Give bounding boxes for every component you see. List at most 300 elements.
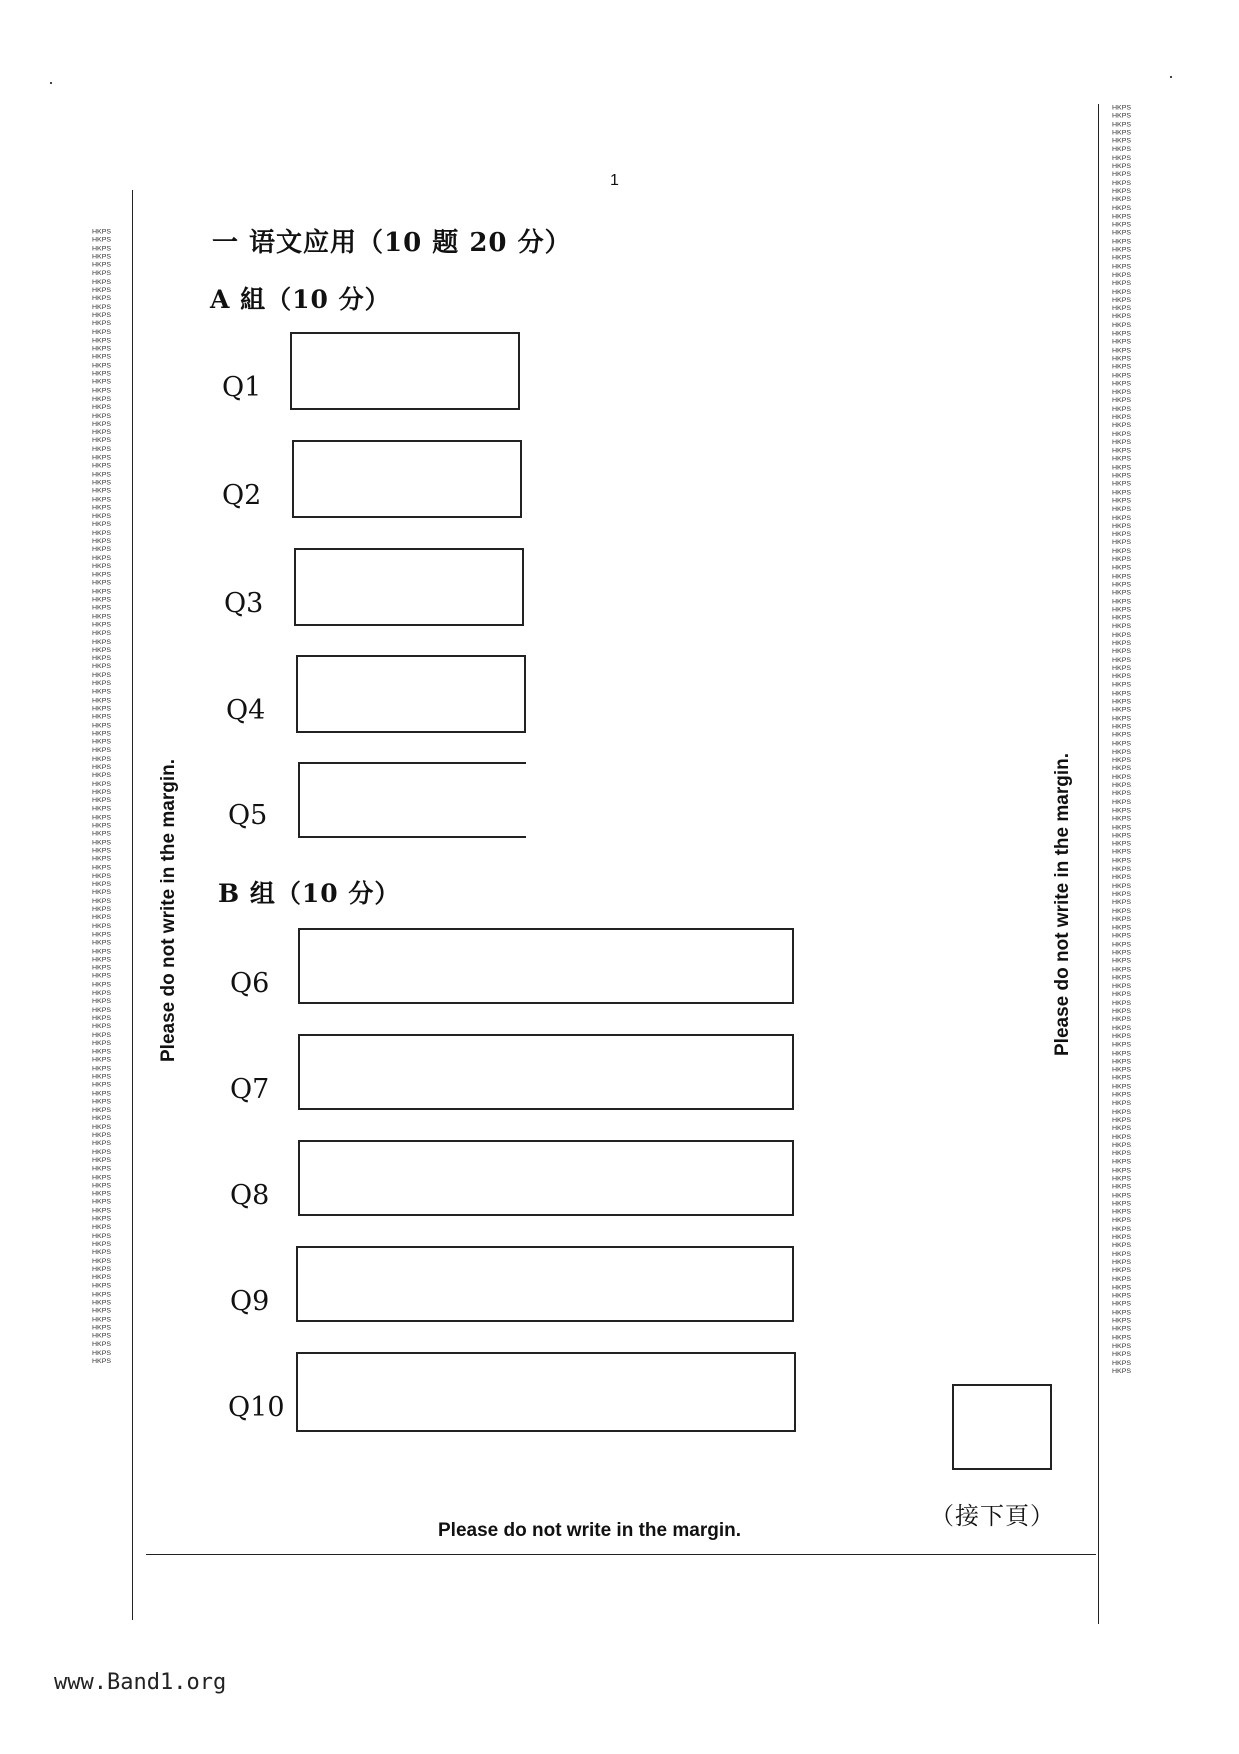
margin-code: HKPS (92, 362, 112, 370)
answer-box-q1[interactable] (290, 332, 520, 410)
margin-code: HKPS (92, 772, 112, 780)
margin-code: HKPS (92, 1124, 112, 1131)
margin-code: HKPS (1112, 230, 1132, 237)
margin-code: HKPS (1112, 648, 1132, 656)
margin-code: HKPS (1112, 1368, 1132, 1375)
margin-code: HKPS (92, 488, 112, 495)
margin-code: HKPS (1112, 606, 1132, 614)
margin-code: HKPS (1112, 782, 1132, 789)
margin-code: HKPS (92, 1325, 112, 1332)
question-label: Q8 (230, 1180, 270, 1211)
margin-code: HKPS (92, 1099, 112, 1106)
margin-code: HKPS (1112, 138, 1132, 145)
margin-code: HKPS (1112, 1159, 1132, 1166)
margin-code: HKPS (92, 320, 112, 328)
margin-code: HKPS (92, 463, 112, 470)
left-margin-line (132, 190, 133, 1620)
answer-box-q3[interactable] (294, 548, 524, 626)
margin-code: HKPS (92, 990, 112, 997)
margin-code: HKPS (1112, 514, 1132, 522)
margin-code: HKPS (1112, 824, 1132, 831)
margin-code: HKPS (92, 940, 112, 947)
margin-code: HKPS (1112, 707, 1132, 714)
margin-code: HKPS (1112, 1058, 1132, 1066)
margin-code: HKPS (92, 1199, 112, 1206)
margin-code: HKPS (92, 747, 112, 754)
margin-code: HKPS (1112, 1192, 1132, 1199)
margin-code: HKPS (92, 839, 112, 847)
margin-code: HKPS (1112, 565, 1132, 572)
margin-code: HKPS (92, 856, 112, 863)
margin-code: HKPS (92, 446, 112, 453)
margin-code: HKPS (1112, 924, 1132, 932)
margin-code: HKPS (1112, 1343, 1132, 1350)
margin-code: HKPS (92, 563, 112, 570)
margin-code: HKPS (92, 254, 112, 261)
margin-code: HKPS (92, 915, 112, 922)
margin-code: HKPS (1112, 1108, 1132, 1116)
margin-code: HKPS (1112, 1226, 1132, 1233)
margin-code: HKPS (92, 329, 112, 336)
margin-code: HKPS (92, 1174, 112, 1181)
margin-code: HKPS (92, 479, 112, 487)
margin-code: HKPS (1112, 523, 1132, 530)
margin-code: HKPS (1112, 849, 1132, 856)
margin-code: HKPS (1112, 690, 1132, 697)
scan-speck (50, 82, 52, 84)
margin-code: HKPS (92, 371, 112, 378)
margin-code: HKPS (1112, 632, 1132, 639)
answer-box-q2[interactable] (292, 440, 522, 518)
margin-code: HKPS (1112, 874, 1132, 881)
margin-code: HKPS (92, 655, 112, 662)
margin-code: HKPS (1112, 272, 1132, 279)
answer-box-q5[interactable] (298, 762, 526, 838)
margin-code: HKPS (1112, 841, 1132, 848)
margin-code: HKPS (1112, 1125, 1132, 1132)
margin-code: HKPS (1112, 715, 1132, 723)
margin-code: HKPS (92, 1316, 112, 1323)
margin-code: HKPS (92, 881, 112, 888)
margin-code: HKPS (1112, 1284, 1132, 1291)
margin-code: HKPS (92, 789, 112, 796)
margin-code: HKPS (92, 245, 112, 252)
margin-code: HKPS (92, 714, 112, 721)
margin-code: HKPS (1112, 247, 1132, 254)
margin-notice-bottom: Please do not write in the margin. (438, 1520, 741, 1541)
answer-box-q10[interactable] (296, 1352, 796, 1432)
margin-code: HKPS (1112, 556, 1132, 564)
margin-code: HKPS (1112, 640, 1132, 647)
margin-code: HKPS (1112, 1050, 1132, 1057)
margin-code: HKPS (1112, 975, 1132, 982)
margin-code: HKPS (92, 270, 112, 278)
margin-code: HKPS (1112, 498, 1132, 505)
answer-box-q6[interactable] (298, 928, 794, 1004)
margin-code: HKPS (92, 228, 112, 236)
margin-code: HKPS (1112, 481, 1132, 488)
margin-code: HKPS (92, 505, 112, 512)
margin-code: HKPS (92, 1291, 112, 1298)
margin-code: HKPS (1112, 146, 1132, 154)
margin-code: HKPS (1112, 1016, 1132, 1024)
margin-code: HKPS (1112, 682, 1132, 689)
margin-code: HKPS (92, 948, 112, 955)
margin-code: HKPS (92, 1048, 112, 1056)
margin-code: HKPS (92, 739, 112, 746)
margin-code: HKPS (1112, 297, 1132, 304)
question-label: Q5 (228, 800, 268, 831)
margin-code: HKPS (92, 379, 112, 386)
margin-code: HKPS (92, 622, 112, 629)
margin-code: HKPS (1112, 1259, 1132, 1266)
margin-code: HKPS (1112, 414, 1132, 421)
margin-code: HKPS (92, 580, 112, 587)
margin-code: HKPS (92, 521, 112, 529)
margin-code: HKPS (1112, 389, 1132, 396)
margin-code: HKPS (1112, 665, 1132, 672)
margin-code: HKPS (1112, 163, 1132, 170)
margin-notice-right: Please do not write in the margin. (1052, 753, 1073, 1056)
question-label: Q6 (230, 968, 270, 999)
margin-code: HKPS (1112, 1075, 1132, 1082)
margin-code: HKPS (1112, 749, 1132, 756)
margin-code: HKPS (1112, 1301, 1132, 1308)
answer-box-q9[interactable] (296, 1246, 794, 1322)
margin-code: HKPS (92, 864, 112, 872)
margin-code: HKPS (92, 1258, 112, 1265)
left-margin-strip (92, 228, 111, 1366)
margin-code: HKPS (1112, 431, 1132, 438)
margin-code: HKPS (92, 998, 112, 1005)
margin-code: HKPS (1112, 188, 1132, 195)
margin-code: HKPS (92, 906, 112, 913)
margin-code: HKPS (92, 1015, 112, 1022)
margin-code: HKPS (92, 1115, 112, 1123)
question-label: Q7 (230, 1074, 270, 1105)
margin-code: HKPS (92, 1157, 112, 1164)
margin-code: HKPS (1112, 464, 1132, 471)
margin-code: HKPS (92, 1207, 112, 1215)
section-title: 一 语文应用（10 题 20 分） (212, 228, 572, 258)
margin-code: HKPS (1112, 1359, 1132, 1367)
margin-code: HKPS (92, 387, 112, 395)
margin-code: HKPS (1112, 113, 1132, 120)
margin-code: HKPS (92, 312, 112, 319)
footer-url: www.Band1.org (54, 1670, 227, 1695)
margin-code: HKPS (92, 346, 112, 353)
margin-code: HKPS (92, 1140, 112, 1148)
margin-code: HKPS (1112, 1326, 1132, 1333)
margin-code: HKPS (92, 630, 112, 637)
margin-code: HKPS (1112, 573, 1132, 580)
margin-code: HKPS (1112, 1117, 1132, 1124)
margin-code: HKPS (92, 1224, 112, 1231)
margin-code: HKPS (1112, 1008, 1132, 1015)
margin-code: HKPS (1112, 581, 1132, 589)
margin-code: HKPS (1112, 314, 1132, 321)
margin-code: HKPS (1112, 1025, 1132, 1032)
margin-code: HKPS (1112, 456, 1132, 463)
margin-code: HKPS (1112, 238, 1132, 246)
margin-code: HKPS (92, 404, 112, 411)
margin-code: HKPS (92, 1333, 112, 1340)
margin-code: HKPS (92, 496, 112, 503)
margin-code: HKPS (1112, 774, 1132, 781)
margin-code: HKPS (1112, 891, 1132, 898)
margin-code: HKPS (92, 697, 112, 704)
margin-code: HKPS (1112, 422, 1132, 430)
margin-code: HKPS (1112, 439, 1132, 446)
margin-code: HKPS (1112, 489, 1132, 497)
margin-code: HKPS (92, 1283, 112, 1290)
margin-code: HKPS (1112, 983, 1132, 990)
margin-code: HKPS (1112, 1251, 1132, 1258)
margin-code: HKPS (1112, 816, 1132, 823)
margin-notice-left: Please do not write in the margin. (158, 759, 179, 1062)
question-label: Q1 (222, 372, 262, 403)
margin-code: HKPS (92, 981, 112, 989)
margin-code: HKPS (1112, 1042, 1132, 1049)
margin-code: HKPS (1112, 406, 1132, 413)
margin-code: HKPS (92, 538, 112, 545)
margin-code: HKPS (92, 1023, 112, 1031)
margin-code: HKPS (1112, 673, 1132, 681)
margin-code: HKPS (1112, 1276, 1132, 1283)
answer-box-q4[interactable] (296, 655, 526, 733)
margin-code: HKPS (92, 680, 112, 688)
margin-code: HKPS (92, 1182, 112, 1190)
margin-code: HKPS (1112, 1175, 1132, 1183)
margin-code: HKPS (92, 797, 112, 805)
question-label: Q2 (222, 480, 262, 511)
margin-code: HKPS (1112, 698, 1132, 706)
margin-code: HKPS (92, 722, 112, 729)
margin-code: HKPS (1112, 196, 1132, 204)
margin-code: HKPS (92, 1149, 112, 1156)
margin-code: HKPS (92, 295, 112, 303)
margin-code: HKPS (1112, 866, 1132, 873)
margin-code: HKPS (92, 1166, 112, 1173)
page-number: 1 (610, 172, 619, 189)
margin-code: HKPS (1112, 757, 1132, 764)
margin-code: HKPS (92, 454, 112, 462)
margin-code: HKPS (92, 889, 112, 897)
margin-code: HKPS (92, 931, 112, 939)
margin-code: HKPS (1112, 305, 1132, 313)
margin-code: HKPS (92, 588, 112, 595)
group-b-title: B 组（10 分） (218, 879, 401, 908)
margin-code: HKPS (1112, 908, 1132, 915)
answer-box-q8[interactable] (298, 1140, 794, 1216)
margin-code: HKPS (92, 262, 112, 269)
margin-code: HKPS (92, 1232, 112, 1240)
margin-code: HKPS (92, 1299, 112, 1307)
margin-code: HKPS (92, 354, 112, 361)
margin-code: HKPS (1112, 1234, 1132, 1241)
margin-code: HKPS (92, 513, 112, 520)
margin-code: HKPS (1112, 966, 1132, 974)
margin-code: HKPS (1112, 539, 1132, 547)
margin-code: HKPS (92, 689, 112, 696)
margin-code: HKPS (92, 1274, 112, 1282)
margin-code: HKPS (1112, 104, 1132, 112)
margin-code: HKPS (92, 781, 112, 788)
margin-code: HKPS (1112, 958, 1132, 965)
margin-code: HKPS (1112, 1184, 1132, 1191)
margin-code: HKPS (1112, 1150, 1132, 1158)
margin-code: HKPS (1112, 590, 1132, 597)
margin-code: HKPS (1112, 213, 1132, 220)
margin-code: HKPS (1112, 205, 1132, 212)
margin-code: HKPS (92, 1032, 112, 1039)
margin-code: HKPS (1112, 364, 1132, 371)
margin-code: HKPS (1112, 1267, 1132, 1275)
margin-code: HKPS (92, 237, 112, 244)
margin-code: HKPS (92, 848, 112, 855)
margin-code: HKPS (1112, 832, 1132, 840)
margin-code: HKPS (92, 1350, 112, 1357)
margin-code: HKPS (1112, 155, 1132, 162)
margin-code: HKPS (92, 638, 112, 646)
margin-code: HKPS (1112, 381, 1132, 388)
margin-code: HKPS (1112, 255, 1132, 262)
margin-code: HKPS (92, 412, 112, 420)
margin-code: HKPS (92, 287, 112, 294)
margin-code: HKPS (92, 672, 112, 679)
margin-code: HKPS (92, 1358, 112, 1365)
margin-code: HKPS (92, 304, 112, 311)
question-label: Q9 (230, 1286, 270, 1317)
scan-speck (1170, 76, 1172, 78)
margin-code: HKPS (1112, 1201, 1132, 1208)
margin-code: HKPS (92, 1341, 112, 1349)
margin-code: HKPS (1112, 1351, 1132, 1358)
margin-code: HKPS (92, 1132, 112, 1139)
margin-code: HKPS (92, 605, 112, 612)
margin-code: HKPS (1112, 791, 1132, 798)
margin-code: HKPS (1112, 933, 1132, 940)
margin-code: HKPS (92, 956, 112, 964)
margin-code: HKPS (92, 1249, 112, 1256)
margin-code: HKPS (1112, 447, 1132, 455)
margin-code: HKPS (1112, 623, 1132, 630)
margin-code: HKPS (1112, 180, 1132, 187)
margin-code: HKPS (92, 806, 112, 813)
question-label: Q3 (224, 588, 264, 619)
margin-code: HKPS (1112, 916, 1132, 923)
margin-code: HKPS (1112, 1242, 1132, 1250)
margin-code: HKPS (1112, 397, 1132, 405)
margin-code: HKPS (1112, 130, 1132, 137)
margin-code: HKPS (92, 1241, 112, 1248)
margin-code: HKPS (92, 429, 112, 437)
margin-code: HKPS (92, 1082, 112, 1089)
margin-code: HKPS (1112, 657, 1132, 664)
margin-code: HKPS (1112, 506, 1132, 513)
margin-code: HKPS (1112, 171, 1132, 179)
margin-code: HKPS (1112, 883, 1132, 890)
margin-code: HKPS (1112, 355, 1132, 363)
margin-code: HKPS (1112, 1309, 1132, 1317)
margin-code: HKPS (92, 822, 112, 830)
margin-code: HKPS (92, 421, 112, 428)
margin-code: HKPS (92, 965, 112, 972)
margin-code: HKPS (1112, 372, 1132, 379)
right-margin-line (1098, 104, 1099, 1624)
margin-code: HKPS (1112, 1033, 1132, 1040)
answer-box-q7[interactable] (298, 1034, 794, 1110)
margin-code: HKPS (1112, 1000, 1132, 1007)
margin-code: HKPS (1112, 598, 1132, 605)
margin-code: HKPS (1112, 1092, 1132, 1099)
margin-code: HKPS (92, 571, 112, 579)
margin-code: HKPS (1112, 548, 1132, 555)
continue-next-page-label: （接下頁） (930, 1502, 1055, 1530)
margin-code: HKPS (1112, 121, 1132, 128)
margin-code: HKPS (1112, 222, 1132, 229)
margin-code: HKPS (92, 764, 112, 771)
score-box[interactable] (952, 1384, 1052, 1470)
margin-code: HKPS (92, 814, 112, 821)
margin-code: HKPS (1112, 740, 1132, 748)
margin-code: HKPS (92, 279, 112, 286)
margin-code: HKPS (1112, 732, 1132, 739)
margin-code: HKPS (92, 471, 112, 478)
margin-code: HKPS (1112, 807, 1132, 815)
margin-code: HKPS (1112, 322, 1132, 329)
margin-code: HKPS (92, 1308, 112, 1315)
margin-code: HKPS (1112, 280, 1132, 287)
margin-code: HKPS (92, 1266, 112, 1273)
margin-code: HKPS (92, 1007, 112, 1014)
margin-code: HKPS (1112, 347, 1132, 354)
margin-code: HKPS (1112, 1334, 1132, 1342)
margin-code: HKPS (92, 1073, 112, 1081)
margin-code: HKPS (92, 923, 112, 930)
margin-code: HKPS (1112, 1217, 1132, 1225)
margin-code: HKPS (92, 546, 112, 554)
margin-code: HKPS (92, 337, 112, 344)
margin-code: HKPS (1112, 1134, 1132, 1141)
margin-code: HKPS (92, 1191, 112, 1198)
margin-code: HKPS (92, 1216, 112, 1223)
margin-code: HKPS (92, 730, 112, 738)
margin-code: HKPS (92, 530, 112, 537)
margin-code: HKPS (1112, 799, 1132, 806)
margin-code: HKPS (92, 831, 112, 838)
margin-code: HKPS (92, 1040, 112, 1047)
margin-code: HKPS (92, 898, 112, 905)
margin-code: HKPS (1112, 1167, 1132, 1174)
margin-code: HKPS (1112, 1142, 1132, 1149)
margin-code: HKPS (92, 973, 112, 980)
margin-code: HKPS (92, 555, 112, 562)
right-margin-strip (1112, 104, 1131, 1376)
group-a-title: A 組（10 分） (210, 285, 391, 314)
margin-code: HKPS (92, 438, 112, 445)
margin-code: HKPS (92, 663, 112, 671)
margin-code: HKPS (92, 647, 112, 654)
margin-code: HKPS (92, 1057, 112, 1064)
margin-code: HKPS (1112, 339, 1132, 346)
margin-code: HKPS (92, 597, 112, 604)
margin-code: HKPS (92, 613, 112, 621)
question-label: Q10 (228, 1392, 285, 1423)
margin-code: HKPS (1112, 991, 1132, 999)
margin-code: HKPS (92, 1065, 112, 1072)
margin-code: HKPS (1112, 899, 1132, 907)
